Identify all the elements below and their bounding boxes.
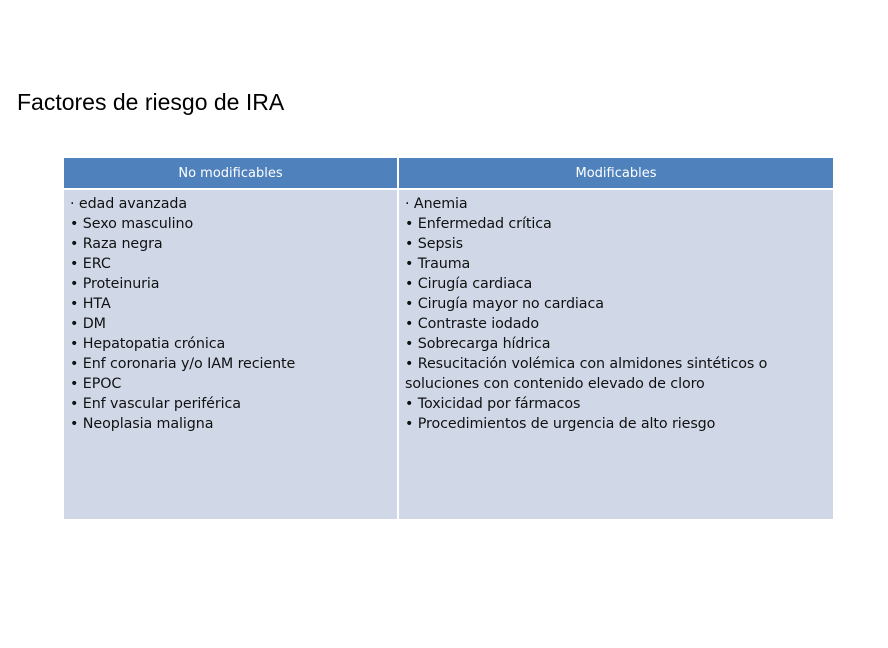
list-modificables — [405, 194, 827, 434]
list-item: • Neoplasia maligna — [70, 416, 214, 432]
list-item: • Hepatopatia crónica — [70, 336, 226, 352]
list-item: • Proteinuria — [70, 276, 160, 292]
risk-factors-table-container — [64, 158, 833, 519]
list-item: • Contraste iodado — [405, 316, 539, 332]
list-item: • Toxicidad por fármacos — [405, 396, 581, 412]
header-modificables: Modificables — [398, 158, 833, 189]
list-item: • Cirugía mayor no cardiaca — [405, 296, 604, 312]
list-item: • Enf vascular periférica — [70, 396, 241, 412]
list-item: • Trauma — [405, 256, 471, 272]
cell-modificables — [398, 189, 833, 519]
slide-title: Factores de riesgo de IRA — [17, 89, 285, 115]
list-item: • Cirugía cardiaca — [405, 276, 533, 292]
list-item: • Resucitación volémica con almidones sintéticos o soluciones con contenido elevado de cloro — [405, 356, 768, 392]
cell-no-modificables — [64, 189, 398, 519]
list-item: • Enf coronaria y/o IAM reciente — [70, 356, 296, 372]
list-item: • EPOC — [70, 376, 122, 392]
list-item: • Raza negra — [70, 236, 163, 252]
list-item: • Sepsis — [405, 236, 463, 252]
list-item: • DM — [70, 316, 106, 332]
list-item: · edad avanzada — [70, 196, 187, 212]
header-no-modificables: No modificables — [64, 158, 398, 189]
table-header-row — [64, 158, 833, 189]
risk-factors-table — [64, 158, 833, 519]
list-item: • HTA — [70, 296, 111, 312]
list-item: · Anemia — [405, 196, 468, 212]
list-no-modificables — [70, 194, 391, 434]
table-body-row — [64, 189, 833, 519]
list-item: • Procedimientos de urgencia de alto riesgo — [405, 416, 716, 432]
list-item: • Sobrecarga hídrica — [405, 336, 551, 352]
list-item: • Enfermedad crítica — [405, 216, 552, 232]
list-item: • Sexo masculino — [70, 216, 194, 232]
list-item: • ERC — [70, 256, 111, 272]
